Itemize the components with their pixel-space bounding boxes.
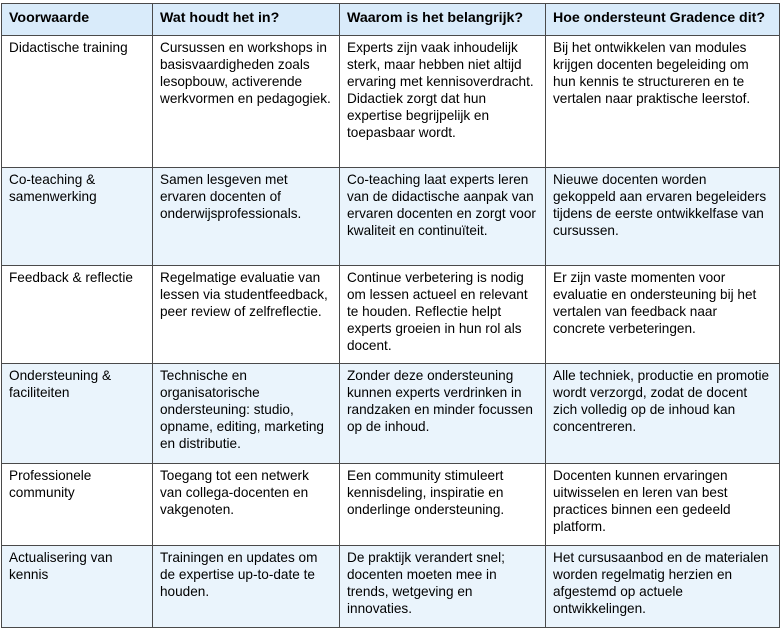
cell-waarom: De praktijk verandert snel; docenten moeten mee in trends, wetgeving en innovaties. [340,546,546,628]
cell-wat: Cursussen en workshops in basisvaardigheden zoals lesopbouw, activerende werkvormen en pedagogiek. [153,36,340,168]
cell-voorwaarde: Didactische training [2,36,153,168]
cell-wat: Samen lesgeven met ervaren docenten of onderwijsprofessionals. [153,168,340,266]
table-row [2,464,780,546]
cell-waarom: Co-teaching laat experts leren van de didactische aanpak van ervaren docenten en zorgt voor kwaliteit en continuïteit. [340,168,546,266]
cell-wat: Technische en organisatorische ondersteuning: studio, opname, editing, marketing en distributie. [153,364,340,464]
header-waarom-belangrijk: Waarom is het belangrijk? [340,4,546,36]
header-wat-houdt-het-in: Wat houdt het in? [153,4,340,36]
cell-hoe: Alle techniek, productie en promotie wordt verzorgd, zodat de docent zich volledig op de inhoud kan concentreren. [546,364,780,464]
cell-wat: Regelmatige evaluatie van lessen via studentfeedback, peer review of zelfreflectie. [153,266,340,364]
cell-waarom: Continue verbetering is nodig om lessen actueel en relevant te houden. Reflectie helpt experts groeien in hun rol als docent. [340,266,546,364]
cell-waarom: Zonder deze ondersteuning kunnen experts verdrinken in randzaken en minder focussen op de inhoud. [340,364,546,464]
cell-waarom: Een community stimuleert kennisdeling, inspiratie en onderlinge ondersteuning. [340,464,546,546]
conditions-table [1,3,780,628]
cell-voorwaarde: Co-teaching & samenwerking [2,168,153,266]
table-row [2,168,780,266]
table-row [2,364,780,464]
table-row [2,36,780,168]
header-row [2,4,780,36]
header-voorwaarde: Voorwaarde [2,4,153,36]
cell-hoe: Nieuwe docenten worden gekoppeld aan ervaren begeleiders tijdens de eerste ontwikkelfase van cursussen. [546,168,780,266]
cell-voorwaarde: Professionele community [2,464,153,546]
cell-hoe: Het cursusaanbod en de materialen worden regelmatig herzien en afgestemd op actuele ontwikkelingen. [546,546,780,628]
cell-voorwaarde: Actualisering van kennis [2,546,153,628]
cell-waarom: Experts zijn vaak inhoudelijk sterk, maar hebben niet altijd ervaring met kennisoverdracht. Didactiek zorgt dat hun expertise begrijpelijk en toepasbaar wordt. [340,36,546,168]
cell-hoe: Docenten kunnen ervaringen uitwisselen en leren van best practices binnen een gedeeld platform. [546,464,780,546]
cell-wat: Trainingen en updates om de expertise up-to-date te houden. [153,546,340,628]
table-row [2,266,780,364]
cell-wat: Toegang tot een netwerk van collega-docenten en vakgenoten. [153,464,340,546]
header-hoe-ondersteunt: Hoe ondersteunt Gradence dit? [546,4,780,36]
cell-hoe: Bij het ontwikkelen van modules krijgen docenten begeleiding om hun kennis te structureren en te vertalen naar praktische leerstof. [546,36,780,168]
cell-hoe: Er zijn vaste momenten voor evaluatie en ondersteuning bij het vertalen van feedback naar concrete verbeteringen. [546,266,780,364]
cell-voorwaarde: Ondersteuning & faciliteiten [2,364,153,464]
table-row [2,546,780,628]
cell-voorwaarde: Feedback & reflectie [2,266,153,364]
